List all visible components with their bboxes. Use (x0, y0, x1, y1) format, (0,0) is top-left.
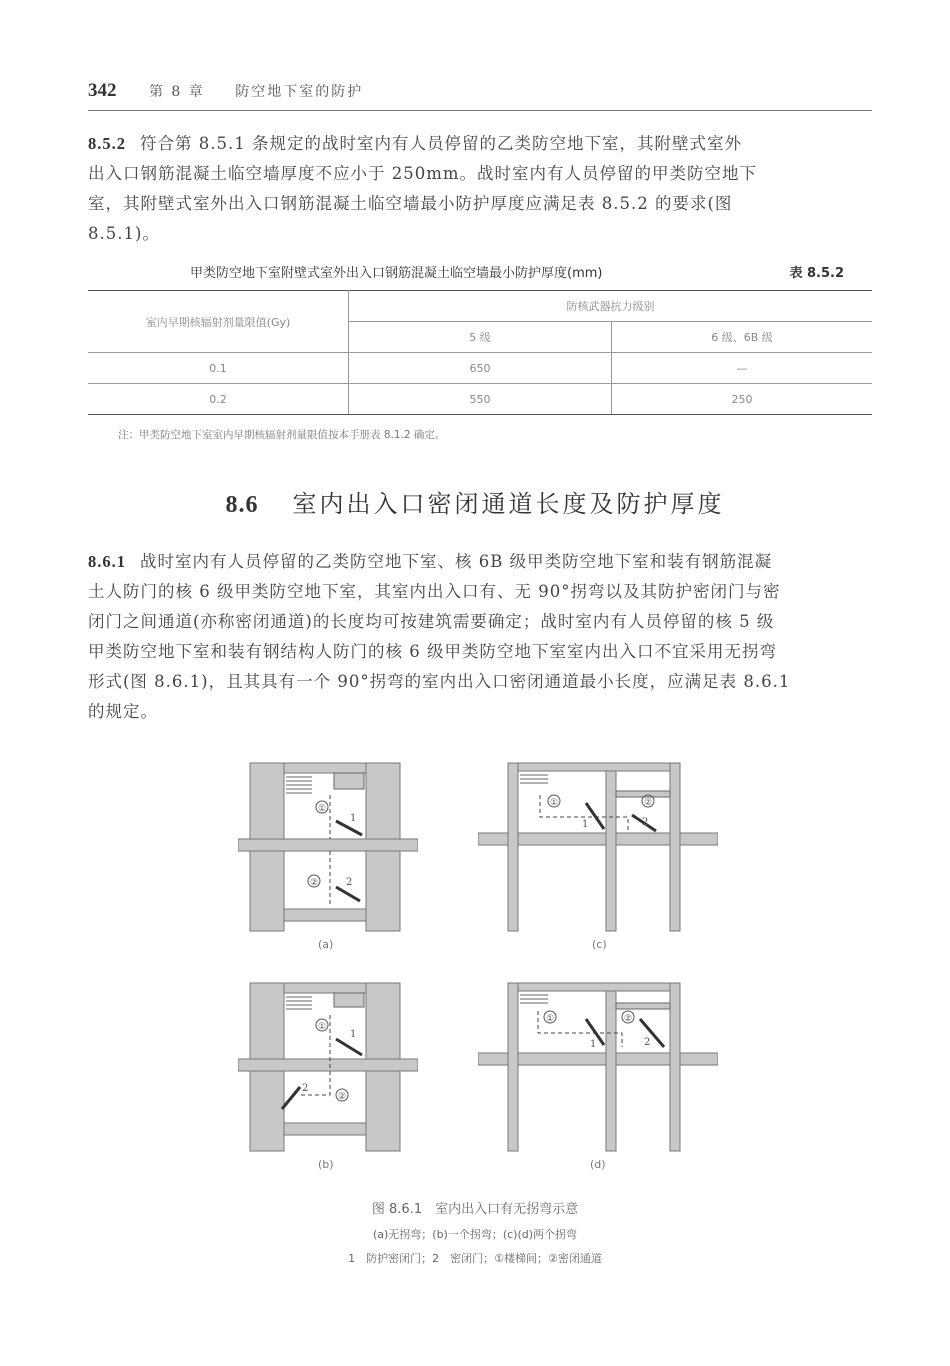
chapter-title: 防空地下室的防护 (235, 84, 364, 100)
clause-8-6-1 (88, 547, 872, 727)
door-mark: 2 (346, 877, 353, 888)
value-cell: — (612, 353, 873, 384)
clause-number: 8.5.2 (88, 134, 126, 153)
figure-a-label: (a) (318, 938, 334, 951)
clause-line: 甲类防空地下室和装有钢结构人防门的核 6 级甲类防空地下室室内出入口不宜采用无拐弯 (88, 642, 777, 661)
circle-mark: ① (545, 1014, 555, 1024)
value-cell: 550 (349, 384, 612, 415)
clause-line: 的规定。 (88, 702, 158, 721)
col-header-6: 6 级、6B 级 (612, 322, 873, 353)
table-row (88, 353, 872, 384)
table-note: 注：甲类防空地下室室内早期核辐射剂量限值按本手册表 8.1.2 确定。 (118, 429, 446, 441)
clause-line: 土人防门的核 6 级甲类防空地下室，其室内出入口有、无 90°拐弯以及其防护密闭门与密 (88, 582, 781, 601)
circle-mark: ① (549, 798, 559, 808)
figure-c-label: (c) (592, 938, 607, 951)
figure-caption-subs: (a)无拐弯；(b)一个拐弯；(c)(d)两个拐弯 (372, 1228, 578, 1241)
door-mark: 2 (644, 1037, 651, 1048)
figure-caption-legend: 1 防护密闭门；2 密闭门；①楼梯间；②密闭通道 (348, 1252, 602, 1265)
clause-8-5-2 (88, 129, 872, 249)
section-heading (0, 484, 950, 519)
row-header: 室内早期核辐射剂量限值(Gy) (88, 291, 349, 353)
door-mark: 1 (350, 1029, 357, 1040)
figure-a-plan (238, 755, 418, 935)
circle-mark: ② (309, 878, 319, 888)
page-number: 342 (88, 80, 117, 101)
chapter-number: 第 8 章 (148, 84, 205, 100)
clause-number: 8.6.1 (88, 552, 126, 571)
circle-mark: ① (317, 1022, 327, 1032)
circle-mark: ② (623, 1014, 633, 1024)
table-title: 甲类防空地下室附壁式室外出入口钢筋混凝土临空墙最小防护厚度(mm) (190, 266, 603, 281)
clause-line: 8.5.1)。 (88, 224, 160, 243)
section-title: 室内出入口密闭通道长度及防护厚度 (292, 490, 725, 518)
thickness-table (88, 290, 872, 415)
circle-mark: ② (643, 798, 653, 808)
circle-mark: ② (337, 1092, 347, 1102)
table-row (88, 384, 872, 415)
clause-line: 出入口钢筋混凝土临空墙厚度不应小于 250mm。战时室内有人员停留的甲类防空地下 (88, 164, 758, 183)
clause-line: 室，其附壁式室外出入口钢筋混凝土临空墙最小防护厚度应满足表 8.5.2 的要求(图 (88, 194, 733, 213)
dose-cell: 0.2 (88, 384, 349, 415)
door-mark: 2 (642, 817, 649, 828)
table-number: 表 8.5.2 (789, 266, 844, 281)
table-header-row (88, 291, 872, 322)
group-header: 防核武器抗力级别 (349, 291, 873, 322)
figure-d-label: (d) (590, 1158, 606, 1171)
figure-caption: 图 8.6.1 室内出入口有无拐弯示意 (371, 1202, 579, 1217)
clause-line: 8.5.2 符合第 8.5.1 条规定的战时室内有人员停留的乙类防空地下室，其附壁式室外 (88, 134, 742, 153)
clause-line: 闭门之间通道(亦称密闭通道)的长度均可按建筑需要确定；战时室内有人员停留的核 5 级 (88, 612, 775, 631)
col-header-5: 5 级 (349, 322, 612, 353)
figure-b-plan (238, 975, 418, 1155)
circle-mark: ① (317, 804, 327, 814)
header-rule (88, 110, 872, 111)
figure-d-plan (478, 975, 718, 1155)
clause-line: 形式(图 8.6.1)，且其具有一个 90°拐弯的室内出入口密闭通道最小长度，应满足表 8.6.1 (88, 672, 791, 691)
dose-cell: 0.1 (88, 353, 349, 384)
figure-b-label: (b) (318, 1158, 334, 1171)
door-mark: 1 (350, 813, 357, 824)
section-number: 8.6 (225, 492, 259, 518)
figure-c-plan (478, 755, 718, 935)
value-cell: 250 (612, 384, 873, 415)
clause-line: 8.6.1 战时室内有人员停留的乙类防空地下室、核 6B 级甲类防空地下室和装有钢筋混凝 (88, 552, 773, 571)
door-mark: 1 (582, 819, 589, 830)
door-mark: 1 (590, 1039, 597, 1050)
running-header (88, 80, 363, 102)
door-mark: 2 (302, 1083, 309, 1094)
value-cell: 650 (349, 353, 612, 384)
